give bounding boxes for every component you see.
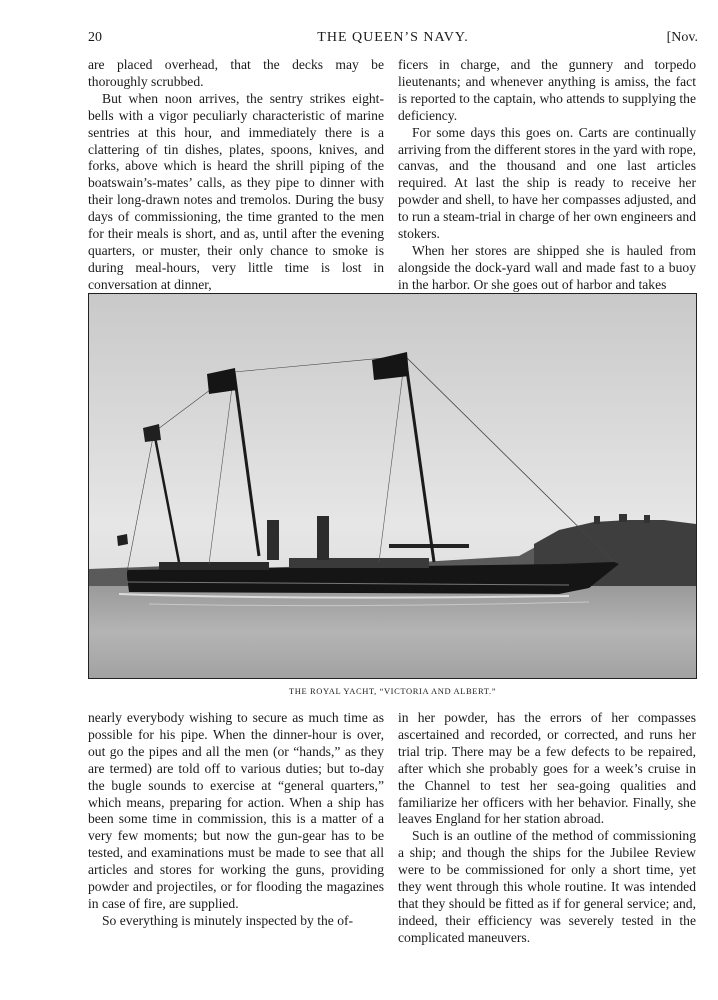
- page-number: 20: [88, 30, 102, 45]
- yacht-illustration: [89, 294, 696, 678]
- paragraph: So everything is minutely inspected by the of-: [102, 912, 354, 928]
- sea: [89, 586, 696, 678]
- paragraph: ficers in charge, and the gunnery and torpedo lieutenants; and whenever anything is amiss, the fact is reported to the captain, who attends to supplying the deficiency.: [398, 57, 696, 123]
- text-column-lower-right: [398, 710, 696, 947]
- issue-month: [Nov.: [666, 30, 698, 45]
- deck-house: [289, 558, 429, 568]
- paragraph: Such is an outline of the method of commissioning a ship; and though the ships for the Jubilee Review were to be commissioned for only a short time, yet they went through this whole routine. It was intended that they should be fitted as if for general service; and, indeed, their efficiency was severely tested in the complicated maneuvers.: [398, 828, 696, 945]
- running-title: THE QUEEN’S NAVY.: [317, 30, 469, 45]
- royal-yacht-photograph: [88, 293, 697, 679]
- text-column-lower-left: [88, 710, 384, 930]
- text-column-upper-right: [398, 57, 696, 294]
- funnel: [267, 520, 279, 560]
- funnel: [317, 516, 329, 560]
- paragraph: nearly everybody wishing to secure as much time as possible for his pipe. When the dinner-hour is over, out go the pipes and all the men (or “hands,” as they are termed) are told off to various duties; but to-day the bugle sounds to exercise at “general quarters,” which means, preparing for action. When a ship has been some time in commission, this is a matter of a very few moments; but now the gun-gear has to be tested, and examinations must be made to see that all articles and stores for working the guns, providing powder and projectiles, or for flooding the magazines in case of fire, are supplied.: [88, 710, 384, 911]
- paragraph: in her powder, has the errors of her compasses ascertained and recorded, or corrected, and runs her trial trip. There may be a few defects to be repaired, after which she probably goes for a week’s cruise in the Channel to test her sea-going qualities and familiarize her officers with her behavior. Finally, she leaves England for her station abroad.: [398, 710, 696, 827]
- deck-house: [159, 562, 269, 570]
- paragraph: are placed overhead, that the decks may be thoroughly scrubbed.: [88, 57, 384, 89]
- paragraph: But when noon arrives, the sentry strikes eight-bells with a vigor peculiarly characteristic of marine sentries at this hour, and immediately there is a clattering of tin dishes, plates, spoons, knives, and forks, above which is heard the shrill piping of the boatswain’s-mates’ calls, as they pipe to dinner with their long-drawn notes and tremolos. During the busy days of commissioning, the time granted to the men for their meals is short, and as, until after the evening quarters, or muster, their only chance to smoke is during meal-hours, very little time is lost in conversation at dinner,: [88, 90, 384, 292]
- paragraph: When her stores are shipped she is hauled from alongside the dock-yard wall and made fast to a buoy in the harbor. Or she goes out of harbor and takes: [398, 242, 696, 292]
- bridge: [389, 544, 469, 548]
- ensign: [117, 534, 128, 546]
- paragraph: For some days this goes on. Carts are continually arriving from the different stores in the yard with rope, canvas, and the thousand and one last articles required. At last the ship is ready to receive her powder and shell, to have her compasses adjusted, and to run a steam-trial in charge of her own engineers and stokers.: [398, 124, 696, 242]
- running-header: [88, 30, 698, 50]
- figure-caption: THE ROYAL YACHT, “VICTORIA AND ALBERT.”: [288, 686, 497, 696]
- text-column-upper-left: [88, 57, 384, 294]
